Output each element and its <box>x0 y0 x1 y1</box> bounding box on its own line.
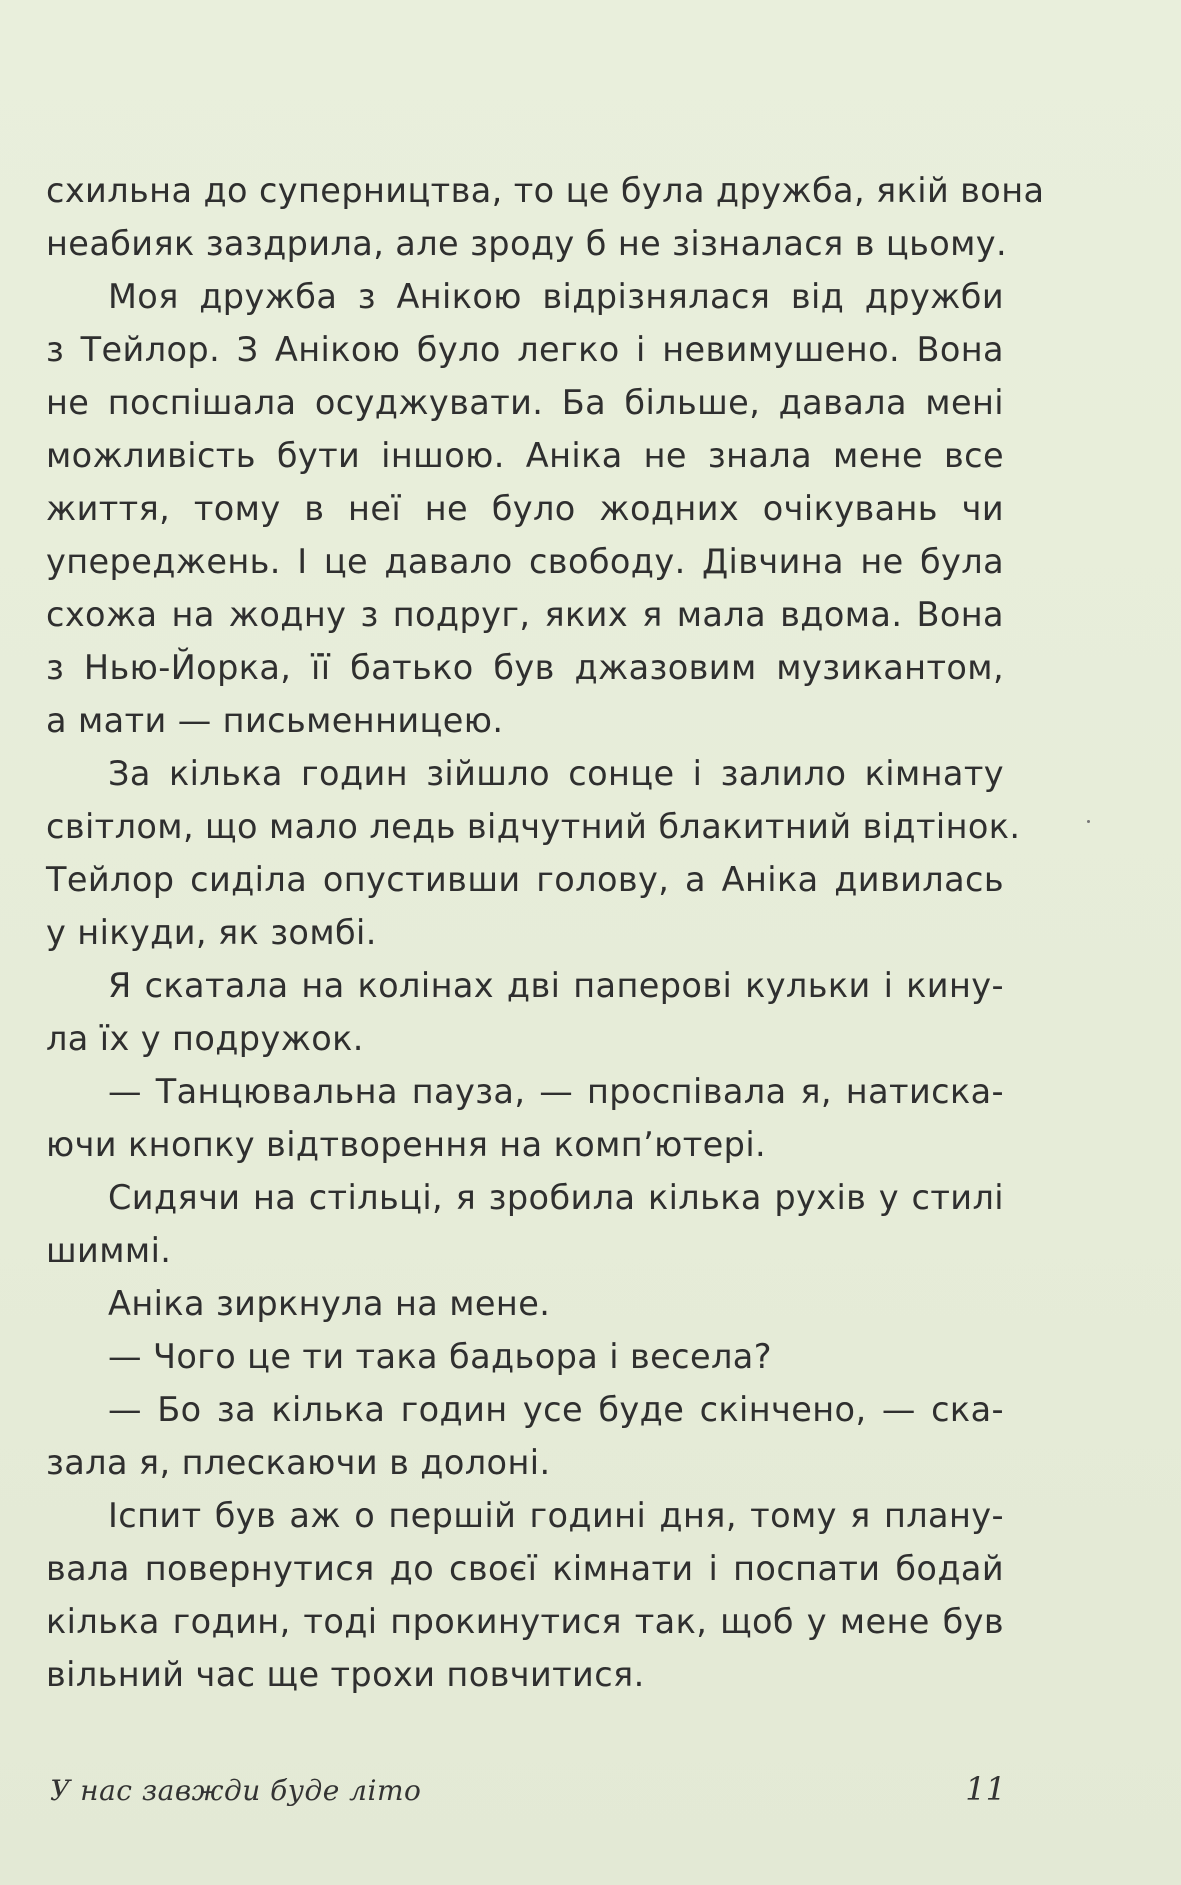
text-line: з Нью-Йорка, її батько був джазовим музикантом, <box>46 648 1004 687</box>
text-line: Іспит був аж о першій годині дня, тому я плану- <box>108 1496 1004 1535</box>
paper-speck <box>1087 820 1090 823</box>
text-line: схожа на жодну з подруг, яких я мала вдома. Вона <box>46 595 1004 634</box>
text-line: життя, тому в неї не було жодних очікувань чи <box>46 489 1004 528</box>
text-line: За кілька годин зійшло сонце і залило кімнату <box>108 754 1004 793</box>
text-line: — Чого це ти така бадьора і весела? <box>108 1337 772 1376</box>
text-line: кілька годин, тоді прокинутися так, щоб у мене був <box>46 1602 1004 1641</box>
text-line: — Танцювальна пауза, — проспівала я, натиска- <box>108 1072 1004 1111</box>
text-line: у нікуди, як зомбі. <box>46 913 377 952</box>
text-line: з Тейлор. З Анікою було легко і невимушено. Вона <box>46 330 1004 369</box>
text-line: шиммі. <box>46 1231 172 1270</box>
text-line: Я скатала на колінах дві паперові кульки і кину- <box>108 966 1004 1005</box>
text-line: Сидячи на стільці, я зробила кілька рухів у стилі <box>108 1178 1004 1217</box>
text-line: схильна до суперництва, то це була дружба, якій вона <box>46 171 1045 210</box>
running-title: У нас завжди буде літо <box>50 1774 422 1807</box>
page-number: 11 <box>965 1770 1006 1808</box>
text-line: світлом, що мало ледь відчутний блакитний відтінок. <box>46 807 1021 846</box>
text-line: Тейлор сиділа опустивши голову, а Аніка дивилась <box>46 860 1004 899</box>
text-line: Моя дружба з Анікою відрізнялася від дружби <box>108 277 1004 316</box>
text-line: — Бо за кілька годин усе буде скінчено, — ска- <box>108 1390 1004 1429</box>
text-line: вільний час ще трохи повчитися. <box>46 1655 645 1694</box>
text-line: не поспішала осуджувати. Ба більше, давала мені <box>46 383 1004 422</box>
body-text <box>46 164 1045 1701</box>
text-line: можливість бути іншою. Аніка не знала мене все <box>46 436 1004 475</box>
text-line: вала повернутися до своєї кімнати і поспати бодай <box>46 1549 1004 1588</box>
text-line: а мати — письменницею. <box>46 701 504 740</box>
text-line: ючи кнопку відтворення на комп’ютері. <box>46 1125 767 1164</box>
text-line: неабияк заздрила, але зроду б не зізналася в цьому. <box>46 224 1008 263</box>
text-line: упереджень. І це давало свободу. Дівчина не була <box>46 542 1004 581</box>
text-line: зала я, плескаючи в долоні. <box>46 1443 551 1482</box>
text-line: Аніка зиркнула на мене. <box>108 1284 551 1323</box>
text-line: ла їх у подружок. <box>46 1019 364 1058</box>
